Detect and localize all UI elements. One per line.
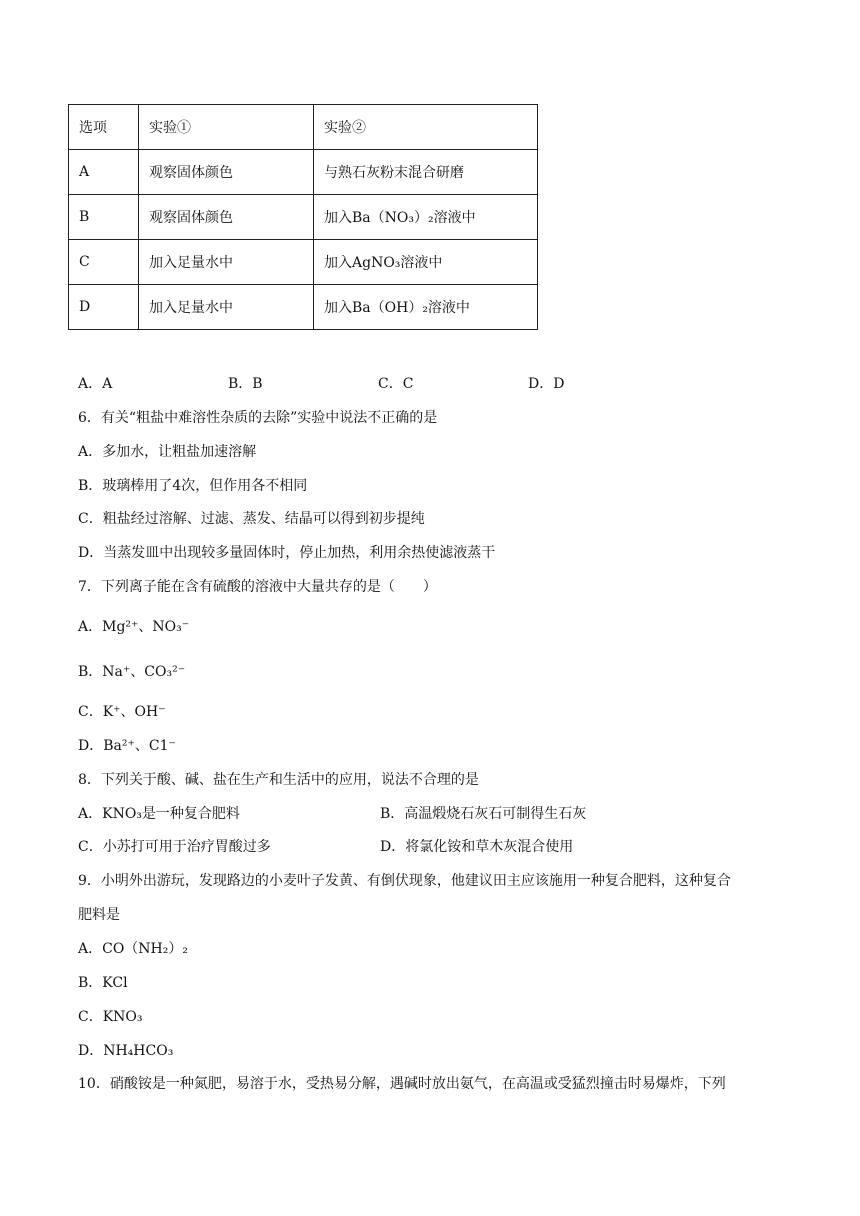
table-header-cell: 选项 <box>69 105 139 150</box>
table-cell: 观察固体颜色 <box>139 195 314 240</box>
q9-option-d: D．NH₄HCO₃ <box>78 1043 174 1059</box>
table-row <box>69 150 538 195</box>
table-cell: 加入足量水中 <box>139 285 314 330</box>
q10-stem: 10．硝酸铵是一种氮肥，易溶于水，受热易分解，遇碱时放出氨气，在高温或受猛烈撞击时易爆炸，下列 <box>78 1076 726 1092</box>
q7-option-b: B．Na⁺、CO₃²⁻ <box>78 664 186 680</box>
q5-option-a: A．A <box>78 376 113 392</box>
table-header-cell: 实验② <box>314 105 538 150</box>
q9-stem-line1: 9．小明外出游玩，发现路边的小麦叶子发黄、有倒伏现象，他建议田主应该施用一种复合肥料，这种复合 <box>78 873 731 889</box>
q6-option-a: A．多加水，让粗盐加速溶解 <box>78 444 257 460</box>
table-row <box>69 240 538 285</box>
q6-option-d: D．当蒸发皿中出现较多量固体时，停止加热，利用余热使滤液蒸干 <box>78 545 496 561</box>
table-header-row <box>69 105 538 150</box>
q9-option-a: A．CO（NH₂）₂ <box>78 941 188 957</box>
q7-stem: 7．下列离子能在含有硫酸的溶液中大量共存的是（ ） <box>78 579 437 595</box>
options-table <box>68 104 538 330</box>
q6-option-b: B．玻璃棒用了4次，但作用各不相同 <box>78 478 308 494</box>
q9-option-b: B．KCl <box>78 975 128 991</box>
q7-option-d: D．Ba²⁺、C1⁻ <box>78 738 176 754</box>
q6-stem: 6．有关“粗盐中难溶性杂质的去除”实验中说法不正确的是 <box>78 410 438 426</box>
table-cell: A <box>69 150 139 195</box>
table-cell: 观察固体颜色 <box>139 150 314 195</box>
table-cell: 加入Ba（NO₃）₂溶液中 <box>314 195 538 240</box>
table-header-cell: 实验① <box>139 105 314 150</box>
table-row <box>69 285 538 330</box>
q5-option-d: D．D <box>528 376 565 392</box>
q8-option-d: D．将氯化铵和草木灰混合使用 <box>380 839 574 855</box>
table-row <box>69 195 538 240</box>
table-cell: 加入AgNO₃溶液中 <box>314 240 538 285</box>
table-cell: B <box>69 195 139 240</box>
q5-option-b: B．B <box>228 376 263 392</box>
q7-option-a: A．Mg²⁺、NO₃⁻ <box>78 619 190 635</box>
q5-option-c: C．C <box>378 376 414 392</box>
q9-option-c: C．KNO₃ <box>78 1009 143 1025</box>
table-cell: 与熟石灰粉末混合研磨 <box>314 150 538 195</box>
table-cell: C <box>69 240 139 285</box>
table-cell: D <box>69 285 139 330</box>
q8-option-b: B．高温煅烧石灰石可制得生石灰 <box>380 806 587 822</box>
q8-option-a: A．KNO₃是一种复合肥料 <box>78 806 240 822</box>
q9-stem-line2: 肥料是 <box>78 907 120 923</box>
q8-stem: 8．下列关于酸、碱、盐在生产和生活中的应用，说法不合理的是 <box>78 772 479 788</box>
q8-option-c: C．小苏打可用于治疗胃酸过多 <box>78 839 271 855</box>
q7-option-c: C．K⁺、OH⁻ <box>78 704 166 720</box>
table-cell: 加入足量水中 <box>139 240 314 285</box>
q6-option-c: C．粗盐经过溶解、过滤、蒸发、结晶可以得到初步提纯 <box>78 511 425 527</box>
table-cell: 加入Ba（OH）₂溶液中 <box>314 285 538 330</box>
